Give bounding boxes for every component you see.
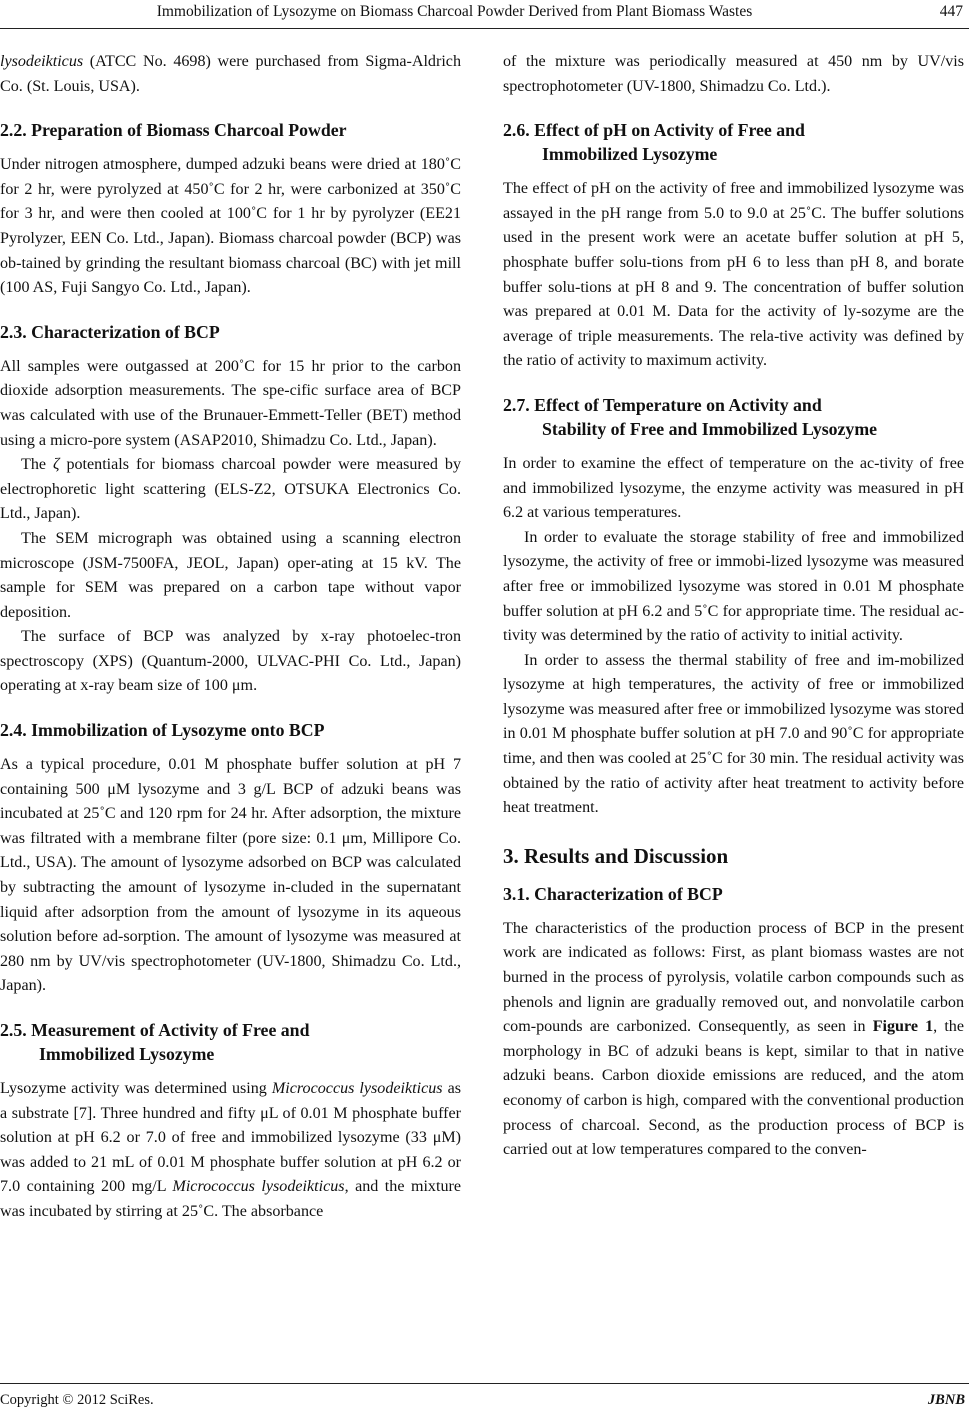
paragraph: In order to assess the thermal stability of free and im-mobilized lysozyme at high temperatures, the activity of free or immobilized lysozyme was measured after free or immobilized lysozyme was stored in 0.01 M phosphate buffer solution at pH 7.0 and 90˚C for appropriate time, and then was cooled at 25˚C for 30 min. The residual activity was obtained by the ratio of activity after heat treatment to activity before heat treatment.	[503, 651, 964, 817]
paragraph-text: (ATCC No. 4698) were purchased from Sigma-Aldrich Co. (St. Louis, USA).	[0, 53, 461, 95]
paragraph	[0, 1077, 461, 1225]
paragraph-text: The characteristics of the production process of BCP in the present work are indicated as follows: First, as plant biomass wastes are not burned in the process of pyrolysis, volatile carbon compounds such as phenols and lignin are gradually removed out, and nonvolatile carbon com-pounds are carbonized. Consequently, as seen in	[503, 919, 964, 1036]
heading-line: 2.5. Measurement of Activity of Free and	[0, 1020, 310, 1040]
paragraph: In order to examine the effect of temperature on the ac-tivity of free and immobilized lysozyme, the enzyme activity was measured in pH 6.2 at various temperatures.	[503, 454, 964, 522]
paragraph: Under nitrogen atmosphere, dumped adzuki beans were dried at 180˚C for 2 hr, were pyrolyzed at 450˚C for 2 hr, were carbonized at 350˚C for 3 hr, and were then cooled at 100˚C for 1 hr by pyrolyzer (EE21 Pyrolyzer, EEN Co. Ltd., Japan). Biomass charcoal powder (BCP) was ob-tained by grinding the resultant biomass charcoal (BC) with jet mill (100 AS, Fuji Sangyo Co. Ltd., Japan).	[0, 156, 461, 297]
heading-line: Immobilized Lysozyme	[542, 144, 718, 165]
left-column	[0, 50, 461, 1225]
section-heading-3: 3. Results and Discussion	[503, 843, 729, 868]
paragraph-text: as a substrate [7]. Three hundred and fifty μL of 0.01 M phosphate buffer solution at pH 6.2 or 7.0 of free and immobilized lysozyme (33 μM) was added to 21 mL of 0.01 M phosphate buffer solution at pH 6.2 or 7.0 containing 200 mg/L	[0, 1080, 462, 1196]
species-name: Micrococcus lysodeikticus	[271, 1080, 443, 1097]
figure-reference[interactable]: Figure 1	[872, 1018, 934, 1036]
right-column	[503, 50, 964, 1163]
section-heading-2-5	[0, 1018, 461, 1066]
section-heading-2-7	[503, 393, 964, 441]
paragraph-text: The	[21, 456, 53, 474]
species-name: Micrococcus lysodeikticus	[172, 1178, 345, 1196]
heading-line: 2.7. Effect of Temperature on Activity and	[503, 394, 822, 415]
heading-line: 2.6. Effect of pH on Activity of Free and	[503, 120, 805, 141]
copyright-notice: Copyright © 2012 SciRes.	[0, 1392, 154, 1408]
paragraph-text: , the morphology in BC of adzuki beans is kept, similar to that in native adzuki beans. Carbon dioxide emissions are reduced, and the atom economy of carbon is high, compared with the conventional production process of charcoal. Second, as the production process of BCP is carried out at low temperatures compared to the conven-	[503, 1018, 964, 1159]
running-title: Immobilization of Lysozyme on Biomass Charcoal Powder Derived from Plant Biomass Wastes	[156, 3, 753, 20]
paragraph: As a typical procedure, 0.01 M phosphate buffer solution at pH 7 containing 500 μM lysozyme and 3 g/L BCP of adzuki beans was incubated at 25˚C and 120 rpm for 24 hr. After adsorption, the mixture was filtrated with a membrane filter (pore size: 0.1 μm, Millipore Co. Ltd., USA). The amount of lysozyme adsorbed on BCP was calculated by subtracting the amount of lysozyme in-cluded in the supernatant liquid after adsorption from the amount of lysozyme in its aqueous solution before ad-sorption. The amount of lysozyme was measured at 280 nm by UV/vis spectrophotometer (UV-1800, Shimadzu Co. Ltd., Japan).	[0, 756, 461, 995]
section-heading-3-1: 3.1. Characterization of BCP	[503, 883, 723, 904]
page-header	[0, 0, 969, 29]
paragraph	[0, 50, 461, 99]
page-footer	[0, 1383, 969, 1412]
paragraph-text: Lysozyme activity was determined using	[0, 1080, 272, 1097]
paragraph: All samples were outgassed at 200˚C for 15 hr prior to the carbon dioxide adsorption measurements. The spe-cific surface area of BCP was calculated with use of the Brunauer-Emmett-Teller (BET) method using a micro-pore system (ASAP2010, Shimadzu Co. Ltd., Japan).	[0, 357, 461, 449]
paragraph	[0, 453, 461, 527]
section-heading-2-4: 2.4. Immobilization of Lysozyme onto BCP	[0, 720, 325, 741]
species-name: lysodeikticus	[0, 53, 84, 70]
paragraph: of the mixture was periodically measured at 450 nm by UV/vis spectrophotometer (UV-1800, Shimadzu Co. Ltd.).	[503, 53, 964, 95]
section-heading-2-2: 2.2. Preparation of Biomass Charcoal Powder	[0, 120, 347, 141]
paragraph: In order to evaluate the storage stability of free and immobilized lysozyme, the activity of free or immobi-lized lysozyme was measured after free or immobilized lysozyme was stored in 0.01 M phosphate buffer solution at pH 6.2 and 5˚C for appropriate time. The residual ac-tivity was determined by the ratio of activity to initial activity.	[503, 528, 964, 645]
journal-abbrev: JBNB	[927, 1392, 965, 1408]
page-number: 447	[939, 3, 963, 20]
section-heading-2-3: 2.3. Characterization of BCP	[0, 321, 220, 342]
paragraph-text: , and the mixture was incubated by stirring at 25˚C. The absorbance	[0, 1178, 462, 1220]
heading-line: Immobilized Lysozyme	[39, 1044, 215, 1064]
section-heading-2-6	[503, 118, 964, 166]
zeta-symbol: ζ	[52, 456, 60, 474]
paragraph: The effect of pH on the activity of free and immobilized lysozyme was assayed in the pH range from 5.0 to 9.0 at 25˚C. The buffer solutions used in the present work were an acetate buffer solution at pH 5, phosphate buffer solu-tions from pH 6 to less than pH 8, and borate buffer solu-tions at pH 8 and 9. The concentration of buffer solution was prepared at 0.01 M. Data for the activity of ly-sozyme are the average of triple measurements. The rela-tive activity was defined by the ratio of activity to maximum activity.	[503, 180, 964, 370]
paragraph: The SEM micrograph was obtained using a scanning electron microscope (JSM-7500FA, JEOL, Japan) oper-ating at 15 kV. The sample for SEM was prepared on a carbon tape without vapor deposition.	[0, 529, 461, 621]
paragraph	[503, 917, 964, 1163]
paragraph-text: potentials for biomass charcoal powder were measured by electrophoretic light scattering (ELS-Z2, OTSUKA Electronics Co. Ltd., Japan).	[0, 456, 462, 523]
paragraph: The surface of BCP was analyzed by x-ray photoelec-tron spectroscopy (XPS) (Quantum-2000, ULVAC-PHI Co. Ltd., Japan) operating at x-ray beam size of 100 μm.	[0, 628, 461, 695]
heading-line: Stability of Free and Immobilized Lysozyme	[542, 418, 878, 439]
